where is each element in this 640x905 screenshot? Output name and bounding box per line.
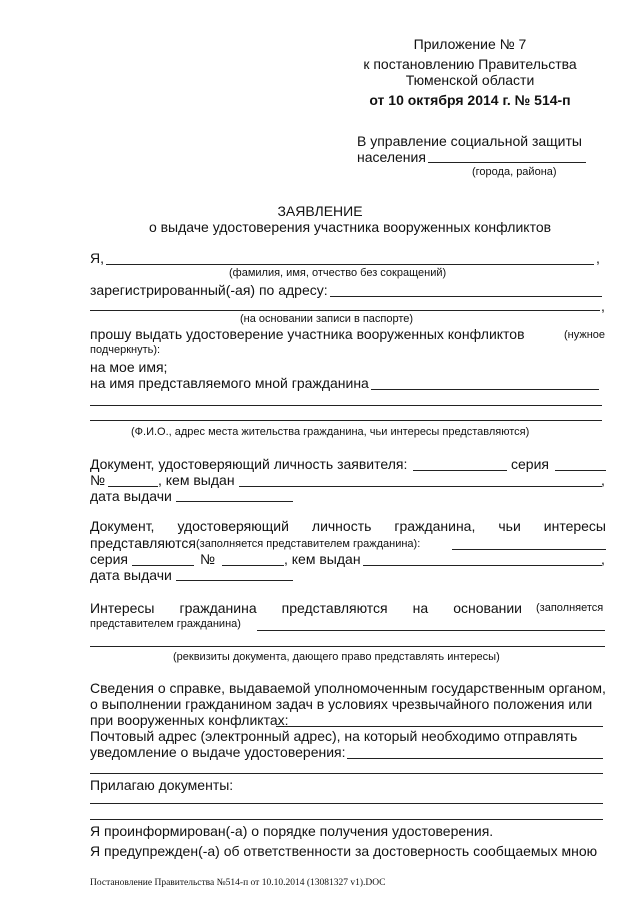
underline-note: (нужное: [564, 329, 606, 341]
passport-hint: (на основании записи в паспорте): [240, 313, 414, 325]
doc1-number-label: №: [90, 472, 106, 488]
underline-note-2: подчеркнуть):: [90, 344, 161, 356]
footer-file-ref: Постановление Правительства №514-п от 10.10.2014 (13081327 v1).DOC: [90, 878, 386, 888]
fio-field-line[interactable]: [106, 264, 594, 265]
postal-line1: Почтовый адрес (электронный адрес), на который необходимо отправлять: [90, 728, 578, 744]
attach-field-line[interactable]: [90, 803, 603, 804]
appendix-region: Тюменской области: [405, 72, 535, 88]
option-my-name[interactable]: на мое имя;: [90, 359, 168, 375]
attach-field-line-2[interactable]: [90, 819, 603, 820]
doc2-seria-label: серия: [90, 551, 128, 567]
fio-hint: (фамилия, имя, отчество без сокращений): [229, 267, 447, 279]
doc1-issued-line[interactable]: [239, 486, 602, 487]
recipient-line1: В управление социальной защиты: [357, 133, 582, 149]
doc1-type-line[interactable]: [413, 470, 507, 471]
registered-label: зарегистрированный(-ая) по адресу:: [90, 282, 328, 298]
comma: ,: [601, 551, 605, 567]
certificate-line3: при вооруженных конфликтах:: [90, 712, 289, 728]
address-field-line[interactable]: [330, 296, 602, 297]
address-field-line-2[interactable]: [90, 310, 600, 311]
document-subtitle: о выдаче удостоверения участника вооруженных конфликтов: [148, 219, 552, 235]
doc2-type-line[interactable]: [452, 549, 606, 550]
informed-text: Я проинформирован(-а) о порядке получения удостоверения.: [90, 823, 494, 839]
doc1-issued-label: , кем выдан: [158, 472, 235, 488]
doc2-issued-label: , кем выдан: [284, 551, 361, 567]
doc2-issued-line[interactable]: [363, 565, 602, 566]
doc1-label: Документ, удостоверяющий личность заявителя:: [90, 456, 408, 472]
postal-field-line[interactable]: [347, 758, 603, 759]
doc1-date-line[interactable]: [176, 501, 293, 502]
request-text: прошу выдать удостоверение участника вооруженных конфликтов: [90, 326, 525, 342]
certificate-line1: Сведения о справке, выдаваемой уполномоченным государственным органом,: [90, 680, 606, 696]
rep-field-line-3[interactable]: [90, 420, 602, 421]
doc2-line2b: (заполняется представителем гражданина):: [196, 538, 421, 550]
basis-line1: Интересы гражданина представляются на основании: [90, 600, 522, 616]
postal-field-line-2[interactable]: [90, 773, 603, 774]
recipient-line2: населения: [357, 149, 426, 165]
attach-label: Прилагаю документы:: [90, 777, 234, 793]
basis-filled-by: (заполняется: [536, 602, 604, 614]
doc1-seria-line[interactable]: [555, 470, 606, 471]
option-rep-name[interactable]: на имя представляемого мной гражданина: [90, 375, 369, 391]
comma: ,: [601, 298, 605, 314]
doc2-line1: Документ, удостоверяющий личность гражданина, чьи интересы: [90, 518, 606, 534]
doc2-number-line[interactable]: [222, 565, 284, 566]
doc2-date-line[interactable]: [176, 580, 293, 581]
appendix-decree-ref: к постановлению Правительства: [363, 56, 577, 72]
doc1-seria-label: серия: [511, 456, 549, 472]
rep-hint: (Ф.И.О., адрес места жительства гражданина, чьи интересы представляются): [131, 426, 530, 438]
rep-field-line[interactable]: [371, 389, 599, 390]
doc2-line2a: представляются: [90, 535, 196, 551]
comma: ,: [601, 472, 605, 488]
recipient-field-line[interactable]: [428, 162, 586, 163]
doc2-number-label: №: [200, 551, 216, 567]
certificate-line2: о выполнении гражданином задач в условиях чрезвычайного положения или: [90, 696, 593, 712]
rep-field-line-2[interactable]: [90, 405, 602, 406]
basis-hint: (реквизиты документа, дающего право представлять интересы): [173, 651, 500, 663]
certificate-field-line[interactable]: [276, 726, 603, 727]
postal-line2: уведомление о выдаче удостоверения:: [90, 744, 346, 760]
appendix-number: Приложение № 7: [413, 36, 527, 52]
doc2-date-label: дата выдачи: [90, 567, 172, 583]
appendix-date: от 10 октября 2014 г. № 514-п: [369, 92, 571, 108]
document-title: ЗАЯВЛЕНИЕ: [277, 203, 363, 219]
basis-field-line[interactable]: [257, 630, 605, 631]
doc1-number-line[interactable]: [108, 486, 158, 487]
doc1-date-label: дата выдачи: [90, 488, 172, 504]
basis-line2: представителем гражданина): [90, 618, 241, 630]
doc2-seria-line[interactable]: [132, 565, 194, 566]
recipient-hint: (города, района): [472, 166, 557, 178]
basis-field-line-2[interactable]: [90, 646, 605, 647]
i-label: Я,: [90, 250, 104, 266]
comma: ,: [596, 250, 600, 266]
warned-text: Я предупрежден(-а) об ответственности за достоверность сообщаемых мною: [90, 843, 598, 859]
